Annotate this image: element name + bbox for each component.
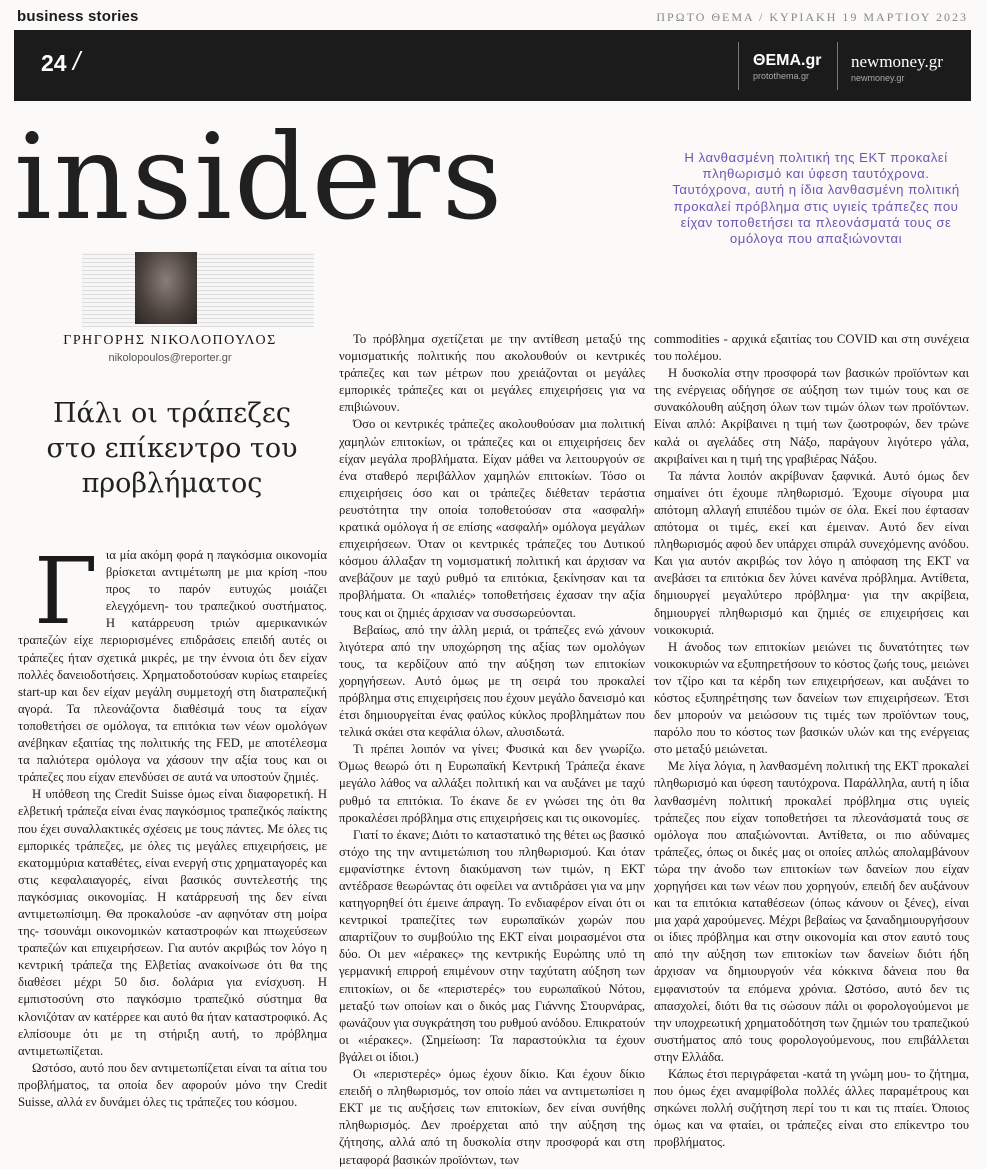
header-band bbox=[14, 30, 971, 101]
protothema-url: protothema.gr bbox=[753, 71, 810, 81]
article-column-3 bbox=[654, 331, 969, 1152]
column-kicker: insiders bbox=[14, 108, 505, 246]
portrait-banner bbox=[82, 252, 314, 327]
paragraph: Τι πρέπει λοιπόν να γίνει; Φυσικά και δεν γνωρίζω. Όμως θεωρώ ότι η Ευρωπαϊκή Κεντρική Τράπεζα έκανε μεγάλο λάθος να αλλάξει πολιτική και να αυξάνει με ταχύ ρυθμό τα επιτόκια. Το έκανε δε εν γνώσει της ότι θα προκαλέσει πρόβλημα στις επιχειρήσεις και τις οικονομίες. bbox=[339, 742, 645, 825]
author-photo bbox=[135, 252, 197, 324]
author-email: nikolopoulos@reporter.gr bbox=[108, 352, 232, 364]
paragraph: Όσο οι κεντρικές τράπεζες ακολουθούσαν μια πολιτική χαμηλών επιτοκίων, οι τράπεζες και οι επιχειρήσεις δεν είχαν μεγάλα προβλήματα. Είχαν μάθει να λειτουργούν σε ένα σταθερό περιβάλλον χαμηλών επιτοκίων. Τόσο οι επιχειρήσεις όσο και οι τράπεζες διέθεταν τεράστια ρευστότητα την οποία τοποθετούσαν στα «ασφαλή» κρατικά ομόλογα ή σε επίσης «ασφαλή» ομόλογα μεγάλων επιχειρήσεων. Όταν οι κεντρικές τράπεζες του Δυτικού κόσμου άλλαξαν τη νομισματική πολιτική και άρχισαν να ανεβάζουν με ταχύ ρυθμό τα επιτόκια, ξεκίνησαν και τα προβλήματα. Οι «παλιές» τοποθετήσεις έχασαν την αξία τους και οι ζημιές άρχισαν να συσσωρεύονται. bbox=[339, 417, 645, 620]
paragraph: commodities - αρχικά εξαιτίας του COVID και στη συνέχεια του πολέμου. bbox=[654, 332, 969, 364]
author-name: ΓΡΗΓΟΡΗΣ ΝΙΚΟΛΟΠΟΥΛΟΣ bbox=[63, 333, 277, 348]
newmoney-logo: newmoney.gr bbox=[851, 52, 943, 71]
paragraph: Η άνοδος των επιτοκίων μειώνει τις δυνατότητες των νοικοκυριών να εξυπηρετήσουν το κόστος ζωής τους, μειώνει τον τζίρο και τα κέρδη των επιχειρήσεων, και αυξάνει το κόστος εξυπηρέτησης των δανείων των επιχειρήσεων. Έτσι δεν μπορούν να μειώσουν τις τιμές των προϊόντων τους, παρόλο που το κόστος των βασικών υλών και της ενέργειας στο μεταξύ μειώνεται. bbox=[654, 639, 969, 757]
article-column-1 bbox=[18, 538, 327, 1111]
paragraph: Γιατί το έκανε; Διότι το καταστατικό της θέτει ως βασικό στόχο της την αντιμετώπιση του πληθωρισμού. Και όταν εμφανίστηκε έντονη διακύμανση των τιμών, η ΕΚΤ αντέδρασε θεωρώντας ότι οφείλει να αντιδράσει για να μην κατηγορηθεί ότι έμεινε άπραγη. Το ενδιαφέρον είναι ότι οι κεντρικοί τραπεζίτες των ευρωπαϊκών χωρών που απαρτίζουν το συμβούλιο της ΕΚΤ είναι μοιρασμένοι στα δύο. Οι μεν «ιέρακες» της κεντρικής Ευρώπης υπό τη γερμανική επιρροή επιμένουν στην ταχύτατη αύξηση των επιτοκίων, οι δε «περιστερές» του ευρωπαϊκού Νότου, μεταξύ των οποίων και ο δικός μας Γιάννης Στουρνάρας, φωνάζουν για συγκράτηση του ρυθμού ανόδου. Επικρατούν οι «ιέρακες». (Σημείωση: Τα παραστούκλια τα έχουν βγάλει οι ίδιοι.) bbox=[339, 827, 645, 1064]
page-slash: / bbox=[73, 46, 81, 76]
paragraph: Η υπόθεση της Credit Suisse όμως είναι διαφορετική. Η ελβετική τράπεζα είναι ένας παγκόσμιος τραπεζικός παίκτης που έχει συναλλακτικές σχέσεις με τους πάντες. Με όλες τις εμπορικές τράπεζες, με όλες τις μεγάλες επιχειρήσεις, με εκατομμύρια καταθέτες, είναι ενεργή στις χρηματαγορές και στις κεφαλαιαγορές, είναι βασικός συντελεστής της παγκόσμιας οικονομίας. Η κατάρρευσή της δεν είναι αντιμετωπίσιμη. Θα προκαλούσε -αν αφηνόταν στη μοίρα της- τσουνάμι οικονομικών καταστροφών και πτωχεύσεων τραπεζών και επιχειρήσεων. Για αυτόν ακριβώς τον λόγο η κεντρική τράπεζα της Ελβετίας ανακοίνωσε ότι θα της διαθέσει μέχρι 50 δισ. δολάρια για ενίσχυση. Η εμπιστοσύνη στο παγκόσμιο τραπεζικό σύστημα θα κλονιζόταν αν κατέρρεε και αυτό θα ήταν καταστροφικό. Ας ελπίσουμε ότι με τη στήριξη αυτή, το πρόβλημα αντιμετωπίζεται. bbox=[18, 787, 327, 1058]
top-bar bbox=[0, 0, 986, 28]
protothema-brand bbox=[738, 42, 821, 90]
page-number: 24 bbox=[41, 50, 67, 76]
paragraph: Τα πάντα λοιπόν ακρίβυναν ξαφνικά. Αυτό όμως δεν σημαίνει ότι έχουμε πληθωρισμό. Έχουμε σίγουρα μια απότομη αλλαγή επιπέδου τιμών σε όλα. Εκεί που έφτασαν απότομα οι τιμές, εκεί και έμειναν. Αυτό δεν είναι πληθωρισμός αφού δεν υπάρχει σπιράλ συνεχόμενης ανόδου. Και για αυτόν ακριβώς τον λόγο η απόφαση της ΕΚΤ να ανεβάσει τα επιτόκια δεν λύνει κανένα πρόβλημα. Αντίθετα, δημιουργεί μεγαλύτερο πρόβλημα· για την ακρίβεια, δημιουργεί πληθωρισμό και ζημιές σε επιχειρήσεις και νοικοκυριά. bbox=[654, 468, 969, 637]
paragraph: Κάπως έτσι περιγράφεται -κατά τη γνώμη μου- το ζήτημα, που όμως έχει αναμφίβολα πολλές άλλες παραμέτρους και σηκώνει πολλή συζήτηση περί του τι και τις πταίει. Όποιος όμως και να φταίει, οι τράπεζες είναι στο επίκεντρο του προβλήματος. bbox=[654, 1067, 969, 1150]
paragraph: Το πρόβλημα σχετίζεται με την αντίθεση μεταξύ της νομισματικής πολιτικής που ακολουθούν οι κεντρικές τράπεζες και των μέτρων που χρειάζονται οι μεγάλες εμπορικές τράπεζες και οι μεγάλες επιχειρήσεις για να επιβιώνουν. bbox=[339, 332, 645, 415]
article-headline: Πάλι οι τράπεζες στο επίκεντρο του προβλήματος bbox=[46, 398, 298, 499]
paragraph: Βεβαίως, από την άλλη μεριά, οι τράπεζες ενώ χάνουν λιγότερα από την υποχώρηση της αξίας των ομολόγων τους, τα κερδίζουν από την αύξηση των επιτοκίων χορηγήσεων. Αυτό όμως με τη σειρά του προκαλεί πρόβλημα στις επιχειρήσεις που έχουν μεγάλο δανεισμό και έτσι δημιουργείται ένας φαύλος κύκλος προβλημάτων που τελικά σκάει στα κεφάλια όλων, αλυσιδωτά. bbox=[339, 622, 645, 740]
paragraph: ια μία ακόμη φορά η παγκόσμια οικονομία βρίσκεται αντιμέτωπη με μια κρίση -που προς το παρόν ευτυχώς μοιάζει ελεγχόμενη- του τραπεζικού συστήματος. Η κατάρρευση τριών αμερικανικών τραπεζών είχε περιορισμένες επιδράσεις επειδή αυτές οι τράπεζες ήταν σχετικά μικρές, με την έννοια ότι δεν είχαν πολλές δανειοδοτήσεις. Χρηματοδοτούσαν κυρίως εταιρείες start-up και δεν είχαν μεγάλη συμμετοχή στη διατραπεζική αγορά. Τα πλεονάζοντα διαθέσιμά τους τα είχαν τοποθετήσει σε ομόλογα, τα επιτόκια των νέων ομολόγων ανέβηκαν εξαιτίας της πολιτικής της FED, με αποτέλεσμα τα παλιότερα ομόλογα να χάσουν την αξία τους και οι τράπεζες που είχαν επενδύσει σε αυτά να υποστούν ζημιές. bbox=[18, 548, 327, 785]
paragraph: Οι «περιστερές» όμως έχουν δίκιο. Και έχουν δίκιο επειδή ο πληθωρισμός, τον οποίο πάει να αντιμετωπίσει η ΕΚΤ με τις αυξήσεις των επιτοκίων, δεν είναι συνήθης πληθωρισμός. Δεν προέρχεται από την αύξηση της ζήτησης, αλλά από τη δυσκολία στην προσφορά και στη μεταφορά βασικών προϊόντων, των bbox=[339, 1067, 645, 1167]
issue-line: ΠΡΩΤΟ ΘΕΜΑ / ΚΥΡΙΑΚΗ 19 ΜΑΡΤΙΟΥ 2023 bbox=[656, 10, 968, 24]
paragraph: Η δυσκολία στην προσφορά των βασικών προϊόντων και της ενέργειας οδήγησε σε αύξηση των τιμών τους και σε συνακόλουθη αύξηση όλων των τιμών όλων των προϊόντων. Είναι απλό: Ακρίβαινει η τιμή των ζωοτροφών, δεν τρώνε καλά οι αγελάδες στη Νάξο, παράγουν λιγότερο γάλα, ακριβαίνει και η τιμή της γραβιέρας Νάξου. bbox=[654, 366, 969, 466]
newmoney-brand bbox=[837, 42, 943, 90]
paragraph: Με λίγα λόγια, η λανθασμένη πολιτική της ΕΚΤ προκαλεί πληθωρισμό και ύφεση ταυτόχρονα. Παράλληλα, αυτή η ίδια λανθασμένη πολιτική προκαλεί πρόβλημα στις υγιείς τράπεζες που είχαν τοποθετήσει τα πλεονάσματά τους σε ομόλογα που απαξιώνονται. Αντίθετα, οι πιο αδύναμες τράπεζες, όπως οι δικές μας οι οποίες απλώς απολαμβάνουν τώρα την άνοδο των επιτοκίων των δανείων που είχαν χορηγήσει και των νέων που χορηγούν, επειδή δεν αυξάνουν και τα επιτόκια καταθέσεων (όπως κάνουν οι ξένες), είναι μια χαρά χαρούμενες. Μέχρι βεβαίως να ξαναδημιουργήσουν οι ίδιες πρόβλημα και στην οικονομία και στον εαυτό τους από την αύξηση των επιτοκίων των δανείων διότι ήδη άρχισαν να δημιουργούν νέα κόκκινα δάνεια που θα εμφανιστούν τα επόμενα χρόνια. Ωστόσο, αυτό δεν τις απασχολεί, διότι θα τις σώσουν πάλι οι φορολογούμενοι με την υποχρεωτική χρηματοδότηση των ζημιών του τραπεζικού συστήματος από τους φορολογούμενους, που επιβάλλεται στην Ελλάδα. bbox=[654, 759, 969, 1064]
paragraph: Ωστόσο, αυτό που δεν αντιμετωπίζεται είναι τα αίτια του προβλήματος, τα οποία δεν αφορούν μόνο την Credit Suisse, αλλά εν δυνάμει όλες τις τράπεζες του κόσμου. bbox=[18, 1060, 327, 1109]
article-column-2 bbox=[339, 331, 645, 1169]
section-label: business stories bbox=[17, 8, 139, 25]
dropcap: Γ bbox=[34, 538, 98, 645]
newmoney-url: newmoney.gr bbox=[851, 73, 905, 83]
pull-quote: Η λανθασμένη πολιτική της ΕΚΤ προκαλεί πληθωρισμό και ύφεση ταυτόχρονα. Ταυτόχρονα, αυτή η ίδια λανθασμένη πολιτική προκαλεί πρόβλημα στις υγιείς τράπεζες που είχαν τοποθετήσει τα πλεονάσματά τους σε ομόλογα που απαξιώνονται bbox=[672, 150, 960, 247]
protothema-logo: ΘΕΜΑ.gr bbox=[753, 52, 822, 69]
